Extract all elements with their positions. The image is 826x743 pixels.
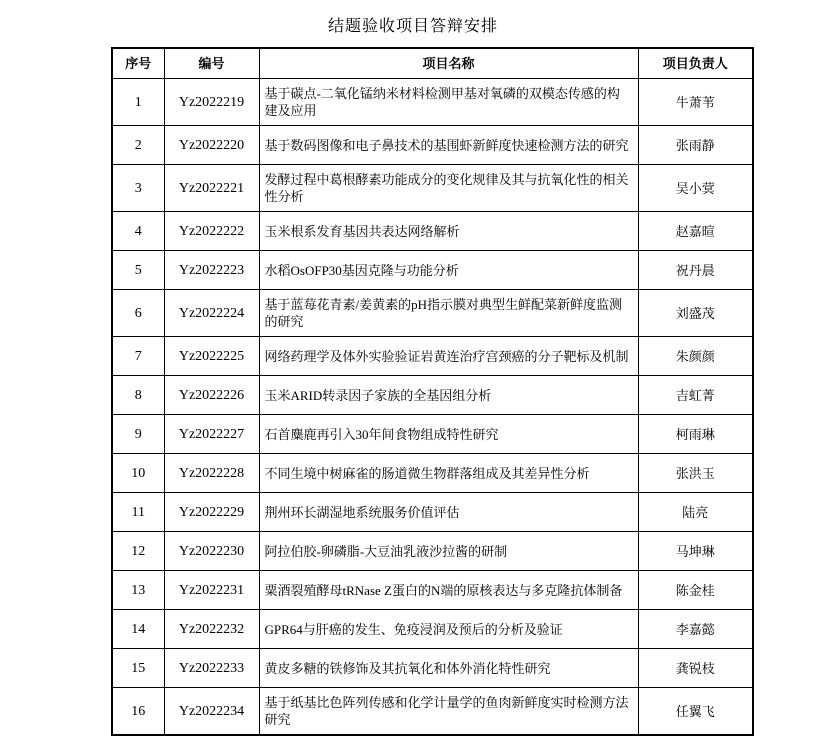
project-code-cell: Yz2022228 xyxy=(164,454,259,493)
project-name-cell: 玉米ARID转录因子家族的全基因组分析 xyxy=(259,376,638,415)
table-row xyxy=(112,532,753,571)
project-name-cell: 发酵过程中葛根酵素功能成分的变化规律及其与抗氧化性的相关性分析 xyxy=(259,165,638,212)
table-row xyxy=(112,212,753,251)
table-row xyxy=(112,610,753,649)
project-name-cell: 基于蓝莓花青素/姜黄素的pH指示膜对典型生鲜配菜新鲜度监测的研究 xyxy=(259,290,638,337)
project-code-cell: Yz2022222 xyxy=(164,212,259,251)
serial-number-cell: 7 xyxy=(112,337,164,376)
project-code-cell: Yz2022233 xyxy=(164,649,259,688)
table-row xyxy=(112,649,753,688)
project-name-cell: 网络药理学及体外实验验证岩黄连治疗宫颈癌的分子靶标及机制 xyxy=(259,337,638,376)
project-leader-cell: 赵嘉暄 xyxy=(638,212,753,251)
project-code-cell: Yz2022230 xyxy=(164,532,259,571)
project-name-cell: 基于数码图像和电子鼻技术的基围虾新鲜度快速检测方法的研究 xyxy=(259,126,638,165)
serial-number-cell: 12 xyxy=(112,532,164,571)
project-leader-cell: 马坤琳 xyxy=(638,532,753,571)
project-leader-cell: 朱颜颜 xyxy=(638,337,753,376)
project-code-cell: Yz2022223 xyxy=(164,251,259,290)
project-name-cell: GPR64与肝癌的发生、免疫浸润及预后的分析及验证 xyxy=(259,610,638,649)
table-row xyxy=(112,415,753,454)
serial-number-cell: 9 xyxy=(112,415,164,454)
project-code-cell: Yz2022234 xyxy=(164,688,259,736)
project-code-cell: Yz2022225 xyxy=(164,337,259,376)
project-code-cell: Yz2022232 xyxy=(164,610,259,649)
table-row xyxy=(112,165,753,212)
header-project-leader: 项目负责人 xyxy=(638,48,753,79)
serial-number-cell: 16 xyxy=(112,688,164,736)
project-defense-schedule-table xyxy=(111,47,754,736)
header-project-code: 编号 xyxy=(164,48,259,79)
table-row xyxy=(112,251,753,290)
project-leader-cell: 张雨静 xyxy=(638,126,753,165)
serial-number-cell: 1 xyxy=(112,79,164,126)
project-leader-cell: 陈金桂 xyxy=(638,571,753,610)
project-code-cell: Yz2022219 xyxy=(164,79,259,126)
table-row xyxy=(112,376,753,415)
serial-number-cell: 8 xyxy=(112,376,164,415)
serial-number-cell: 15 xyxy=(112,649,164,688)
project-leader-cell: 吴小蓂 xyxy=(638,165,753,212)
project-leader-cell: 吉虹菁 xyxy=(638,376,753,415)
document-title: 结题验收项目答辩安排 xyxy=(327,18,498,35)
table-row xyxy=(112,571,753,610)
project-name-cell: 石首麋鹿再引入30年间食物组成特性研究 xyxy=(259,415,638,454)
table-row xyxy=(112,688,753,736)
table-row xyxy=(112,337,753,376)
project-leader-cell: 祝丹晨 xyxy=(638,251,753,290)
project-name-cell: 水稻OsOFP30基因克隆与功能分析 xyxy=(259,251,638,290)
project-name-cell: 基于碳点-二氧化锰纳米材料检测甲基对氧磷的双模态传感的构建及应用 xyxy=(259,79,638,126)
serial-number-cell: 5 xyxy=(112,251,164,290)
project-name-cell: 粟酒裂殖酵母tRNase Z蛋白的N端的原核表达与多克隆抗体制备 xyxy=(259,571,638,610)
serial-number-cell: 2 xyxy=(112,126,164,165)
table-header xyxy=(112,48,753,79)
project-code-cell: Yz2022226 xyxy=(164,376,259,415)
project-leader-cell: 刘盛茂 xyxy=(638,290,753,337)
serial-number-cell: 4 xyxy=(112,212,164,251)
project-code-cell: Yz2022220 xyxy=(164,126,259,165)
serial-number-cell: 13 xyxy=(112,571,164,610)
project-code-cell: Yz2022229 xyxy=(164,493,259,532)
project-leader-cell: 陆亮 xyxy=(638,493,753,532)
table-row xyxy=(112,79,753,126)
project-leader-cell: 柯雨琳 xyxy=(638,415,753,454)
table-body xyxy=(112,79,753,736)
serial-number-cell: 6 xyxy=(112,290,164,337)
project-leader-cell: 张洪玉 xyxy=(638,454,753,493)
project-leader-cell: 牛萧苇 xyxy=(638,79,753,126)
table-row xyxy=(112,290,753,337)
project-name-cell: 黄皮多糖的铁修饰及其抗氧化和体外消化特性研究 xyxy=(259,649,638,688)
project-leader-cell: 龚锐枝 xyxy=(638,649,753,688)
header-project-name: 项目名称 xyxy=(259,48,638,79)
project-leader-cell: 任翼飞 xyxy=(638,688,753,736)
project-name-cell: 玉米根系发育基因共表达网络解析 xyxy=(259,212,638,251)
serial-number-cell: 10 xyxy=(112,454,164,493)
project-name-cell: 阿拉伯胶-卵磷脂-大豆油乳液沙拉酱的研制 xyxy=(259,532,638,571)
project-name-cell: 不同生境中树麻雀的肠道微生物群落组成及其差异性分析 xyxy=(259,454,638,493)
header-row xyxy=(112,48,753,79)
project-code-cell: Yz2022221 xyxy=(164,165,259,212)
project-code-cell: Yz2022227 xyxy=(164,415,259,454)
table-row xyxy=(112,454,753,493)
project-name-cell: 基于纸基比色阵列传感和化学计量学的鱼肉新鲜度实时检测方法研究 xyxy=(259,688,638,736)
project-code-cell: Yz2022224 xyxy=(164,290,259,337)
header-serial-number: 序号 xyxy=(112,48,164,79)
serial-number-cell: 3 xyxy=(112,165,164,212)
project-name-cell: 荆州环长湖湿地系统服务价值评估 xyxy=(259,493,638,532)
table-row xyxy=(112,126,753,165)
table-row xyxy=(112,493,753,532)
project-code-cell: Yz2022231 xyxy=(164,571,259,610)
project-leader-cell: 李嘉懿 xyxy=(638,610,753,649)
serial-number-cell: 14 xyxy=(112,610,164,649)
serial-number-cell: 11 xyxy=(112,493,164,532)
